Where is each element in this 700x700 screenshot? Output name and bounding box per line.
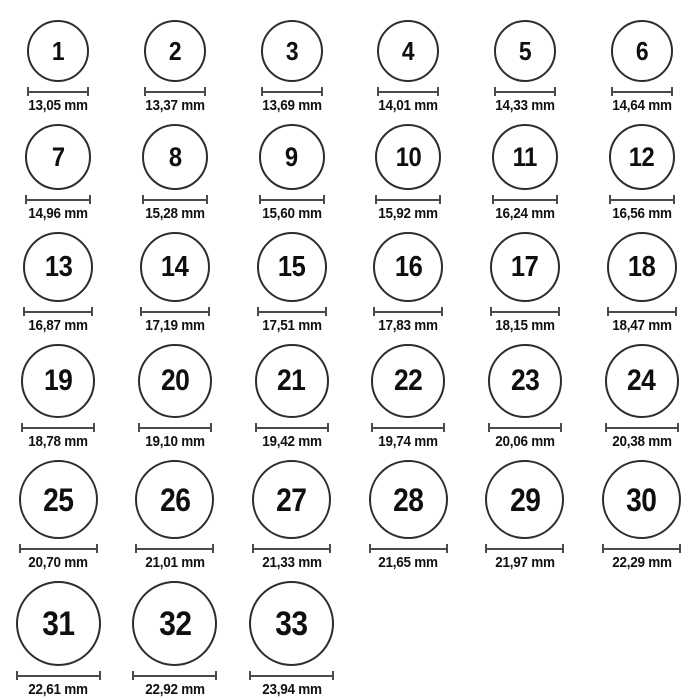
diameter-measure-line (23, 307, 93, 316)
ring-circle (373, 232, 443, 302)
diameter-label (609, 554, 675, 571)
ring-size-number: 24 (627, 364, 656, 397)
ring-circle (377, 20, 439, 82)
ring-size-number: 6 (635, 36, 648, 66)
ring-circle (144, 20, 206, 82)
ring-size-item (467, 344, 584, 450)
ring-circle (261, 20, 323, 82)
diameter-label (609, 317, 675, 334)
diameter-measure-line (485, 544, 564, 553)
ring-size-item (583, 460, 700, 571)
ring-circle (490, 232, 560, 302)
diameter-label (142, 205, 208, 222)
diameter-value: 22,29 mm (611, 554, 672, 571)
ring-size-number: 5 (518, 36, 532, 66)
diameter-measure-line (19, 544, 98, 553)
diameter-label (492, 433, 558, 450)
diameter-value: 15,60 mm (261, 205, 322, 222)
diameter-value: 13,37 mm (145, 97, 205, 114)
diameter-label (375, 97, 441, 114)
diameter-value: 17,51 mm (261, 317, 322, 334)
ring-size-item (233, 460, 350, 571)
ring-circle (132, 581, 217, 666)
ring-size-number: 13 (44, 250, 73, 283)
diameter-label (259, 97, 325, 114)
diameter-value: 20,38 mm (611, 433, 672, 450)
diameter-label (375, 205, 441, 222)
ring-size-item (467, 232, 584, 334)
diameter-label (375, 554, 441, 571)
diameter-measure-line (602, 544, 681, 553)
ring-circle (142, 124, 208, 190)
ring-circle (375, 124, 441, 190)
diameter-value: 21,65 mm (378, 554, 438, 571)
ring-size-item (350, 20, 467, 114)
diameter-measure-line (255, 423, 329, 432)
diameter-measure-line (142, 195, 208, 204)
ring-size-number: 18 (627, 250, 656, 283)
ring-size-number: 11 (512, 141, 538, 172)
diameter-value: 17,19 mm (145, 317, 205, 334)
ring-size-item (117, 20, 234, 114)
diameter-value: 23,94 mm (261, 681, 322, 698)
ring-size-number: 31 (42, 604, 75, 643)
ring-circle (135, 460, 214, 539)
ring-size-item (0, 124, 117, 222)
diameter-measure-line (490, 307, 560, 316)
ring-size-number: 4 (402, 36, 415, 66)
diameter-measure-line (27, 87, 89, 96)
diameter-value: 14,33 mm (495, 97, 555, 114)
diameter-value: 19,74 mm (378, 433, 438, 450)
diameter-measure-line (373, 307, 443, 316)
ring-circle (21, 344, 95, 418)
diameter-label (492, 554, 558, 571)
size-row (0, 460, 700, 571)
diameter-measure-line (16, 671, 101, 680)
diameter-label (259, 681, 325, 698)
ring-circle (609, 124, 675, 190)
diameter-value: 18,47 mm (611, 317, 672, 334)
ring-size-number: 9 (285, 141, 299, 172)
ring-size-item (467, 460, 584, 571)
ring-circle (252, 460, 331, 539)
diameter-value: 13,05 mm (28, 97, 89, 114)
ring-circle (259, 124, 325, 190)
ring-circle (605, 344, 679, 418)
ring-size-number: 22 (394, 364, 423, 397)
diameter-label (25, 97, 91, 114)
diameter-value: 20,06 mm (495, 433, 555, 450)
size-row (0, 344, 700, 450)
ring-size-number: 25 (43, 481, 74, 518)
diameter-value: 14,01 mm (378, 97, 438, 114)
ring-size-item (117, 460, 234, 571)
diameter-label (259, 317, 325, 334)
ring-size-item (583, 124, 700, 222)
diameter-value: 16,24 mm (495, 205, 555, 222)
diameter-value: 14,96 mm (28, 205, 89, 222)
diameter-measure-line (605, 423, 679, 432)
ring-size-item (233, 344, 350, 450)
diameter-label (142, 97, 208, 114)
ring-size-item (467, 124, 584, 222)
diameter-label (375, 317, 441, 334)
diameter-measure-line (249, 671, 334, 680)
diameter-label (375, 433, 441, 450)
ring-size-number: 28 (393, 481, 424, 518)
diameter-value: 15,92 mm (378, 205, 438, 222)
ring-size-item (233, 124, 350, 222)
ring-size-number: 19 (44, 364, 73, 397)
diameter-value: 21,97 mm (495, 554, 555, 571)
ring-size-item (583, 232, 700, 334)
ring-size-number: 12 (628, 141, 655, 172)
diameter-label (142, 554, 208, 571)
diameter-label (25, 433, 91, 450)
diameter-label (609, 97, 675, 114)
ring-size-item (117, 124, 234, 222)
ring-size-number: 7 (51, 141, 65, 172)
ring-circle (369, 460, 448, 539)
diameter-value: 22,92 mm (145, 681, 205, 698)
diameter-label (25, 681, 91, 698)
ring-circle (494, 20, 556, 82)
diameter-value: 20,70 mm (28, 554, 89, 571)
ring-size-number: 1 (52, 36, 65, 66)
diameter-measure-line (138, 423, 212, 432)
diameter-label (492, 317, 558, 334)
diameter-measure-line (375, 195, 441, 204)
ring-circle (371, 344, 445, 418)
ring-circle (27, 20, 89, 82)
diameter-label (259, 554, 325, 571)
diameter-measure-line (140, 307, 210, 316)
diameter-label (492, 205, 558, 222)
ring-size-number: 17 (511, 250, 539, 283)
diameter-value: 16,56 mm (611, 205, 672, 222)
size-row (0, 581, 700, 698)
ring-circle (602, 460, 681, 539)
diameter-measure-line (609, 195, 675, 204)
ring-size-number: 10 (395, 141, 422, 172)
diameter-measure-line (607, 307, 677, 316)
diameter-value: 21,01 mm (145, 554, 205, 571)
ring-size-number: 8 (168, 141, 182, 172)
ring-size-item (0, 581, 117, 698)
ring-size-item (117, 232, 234, 334)
ring-size-item (0, 20, 117, 114)
ring-circle (140, 232, 210, 302)
diameter-measure-line (494, 87, 556, 96)
ring-size-item (350, 124, 467, 222)
ring-circle (249, 581, 334, 666)
size-row (0, 232, 700, 334)
ring-circle (16, 581, 101, 666)
diameter-label (492, 97, 558, 114)
ring-size-item (233, 232, 350, 334)
ring-size-item (350, 344, 467, 450)
diameter-value: 13,69 mm (261, 97, 322, 114)
diameter-label (25, 554, 91, 571)
diameter-value: 18,15 mm (495, 317, 555, 334)
ring-circle (25, 124, 91, 190)
ring-size-number: 16 (394, 250, 423, 283)
diameter-measure-line (135, 544, 214, 553)
ring-size-number: 15 (277, 250, 306, 283)
ring-circle (607, 232, 677, 302)
ring-size-item (0, 232, 117, 334)
diameter-measure-line (492, 195, 558, 204)
ring-size-item (583, 20, 700, 114)
ring-size-item (233, 581, 350, 698)
ring-size-number: 14 (161, 250, 189, 283)
diameter-measure-line (132, 671, 217, 680)
ring-size-number: 23 (510, 364, 540, 397)
ring-circle (257, 232, 327, 302)
diameter-measure-line (25, 195, 91, 204)
diameter-value: 14,64 mm (611, 97, 672, 114)
diameter-measure-line (257, 307, 327, 316)
diameter-value: 17,83 mm (378, 317, 438, 334)
ring-size-item (350, 232, 467, 334)
diameter-label (25, 205, 91, 222)
ring-circle (488, 344, 562, 418)
diameter-label (142, 433, 208, 450)
diameter-measure-line (377, 87, 439, 96)
diameter-value: 22,61 mm (28, 681, 89, 698)
ring-size-number: 26 (159, 481, 191, 518)
ring-size-number: 29 (509, 481, 541, 518)
diameter-label (609, 433, 675, 450)
ring-size-item (350, 460, 467, 571)
ring-size-item (117, 581, 234, 698)
diameter-measure-line (144, 87, 206, 96)
ring-size-item (233, 20, 350, 114)
size-row (0, 124, 700, 222)
diameter-label (142, 317, 208, 334)
ring-size-number: 21 (277, 364, 306, 397)
diameter-label (259, 433, 325, 450)
ring-circle (492, 124, 558, 190)
ring-circle (138, 344, 212, 418)
diameter-value: 18,78 mm (28, 433, 89, 450)
ring-circle (19, 460, 98, 539)
diameter-measure-line (369, 544, 448, 553)
diameter-measure-line (611, 87, 673, 96)
diameter-value: 19,10 mm (145, 433, 205, 450)
diameter-measure-line (371, 423, 445, 432)
diameter-measure-line (488, 423, 562, 432)
diameter-value: 15,28 mm (145, 205, 205, 222)
diameter-label (142, 681, 208, 698)
diameter-label (609, 205, 675, 222)
ring-size-number: 27 (276, 481, 307, 518)
ring-size-number: 32 (158, 604, 192, 643)
ring-circle (255, 344, 329, 418)
ring-size-item (0, 460, 117, 571)
size-row (0, 20, 700, 114)
diameter-value: 16,87 mm (28, 317, 89, 334)
diameter-value: 21,33 mm (261, 554, 322, 571)
diameter-measure-line (259, 195, 325, 204)
ring-size-item (467, 20, 584, 114)
ring-size-item (117, 344, 234, 450)
ring-size-number: 30 (626, 481, 657, 518)
diameter-value: 19,42 mm (261, 433, 322, 450)
ring-circle (23, 232, 93, 302)
ring-size-number: 20 (160, 364, 190, 397)
diameter-measure-line (261, 87, 323, 96)
ring-size-number: 33 (275, 604, 308, 643)
diameter-measure-line (21, 423, 95, 432)
diameter-label (25, 317, 91, 334)
diameter-measure-line (252, 544, 331, 553)
ring-size-item (583, 344, 700, 450)
diameter-label (259, 205, 325, 222)
ring-circle (611, 20, 673, 82)
ring-circle (485, 460, 564, 539)
ring-size-item (0, 344, 117, 450)
ring-size-number: 2 (168, 36, 182, 66)
ring-size-number: 3 (285, 36, 298, 66)
